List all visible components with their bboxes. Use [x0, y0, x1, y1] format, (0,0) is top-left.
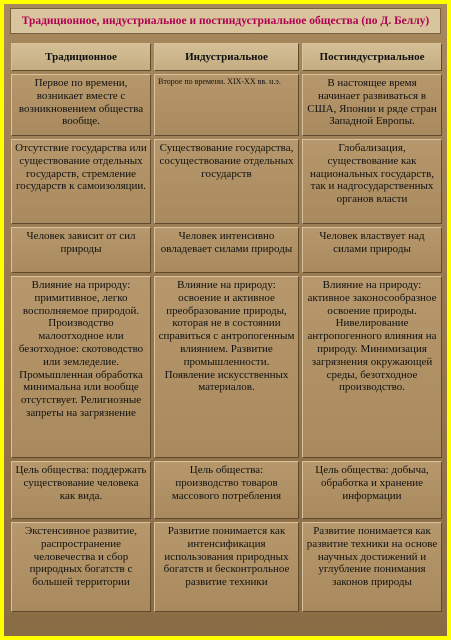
table-cell: Человек властвует над силами природы — [302, 227, 442, 273]
table-cell: Цель общества: производство товаров массового потребления — [154, 461, 299, 519]
table-row — [11, 74, 442, 136]
table-cell: Развитие понимается как развитие техники на основе научных достижений и углубление понимания законов природы — [302, 522, 442, 612]
page-title: Традиционное, индустриальное и постиндустриальное общества (по Д. Беллу) — [10, 8, 441, 34]
comparison-table — [8, 40, 445, 615]
table-row — [11, 522, 442, 612]
table-cell: Человек интенсивно овладевает силами природы — [154, 227, 299, 273]
table-cell: Существование государства, сосуществование отдельных государств — [154, 139, 299, 224]
table-cell: Экстенсивное развитие, распространение человечества и сбор природных богатств с большей территории — [11, 522, 151, 612]
table-cell: Второе по времени. XIX-XX вв. н.э. — [154, 74, 299, 136]
table-cell: Влияние на природу: освоение и активное преобразование природы, которая не в состоянии справиться с антропогенным влиянием. Развитие промышленности. Появление искусственных материалов. — [154, 276, 299, 458]
table-cell: Цель общества: добыча, обработка и хранение информации — [302, 461, 442, 519]
table-row — [11, 139, 442, 224]
table-cell: Влияние на природу: активное законосообразное освоение природы. Нивелирование антропогенного влияния на природу. Минимизация загрязнения окружающей среды, безотходное производство. — [302, 276, 442, 458]
table-row — [11, 461, 442, 519]
table-header-row — [11, 43, 442, 71]
header-traditional: Традиционное — [11, 43, 151, 71]
table-row — [11, 276, 442, 458]
table-cell: Человек зависит от сил природы — [11, 227, 151, 273]
table-cell: В настоящее время начинает развиваться в США, Японии и ряде стран Западной Европы. — [302, 74, 442, 136]
table-cell: Влияние на природу: примитивное, легко восполняемое природой. Производство малоотходное или безотходное: скотоводство или земледелие. Промышленная обработка минимальна или вообще отсутствует. Религиозные запреты на загрязнение — [11, 276, 151, 458]
table-row — [11, 227, 442, 273]
header-postindustrial: Постиндустриальное — [302, 43, 442, 71]
table-cell: Отсутствие государства или существование отдельных государств, стремление государств к самоизоляции. — [11, 139, 151, 224]
table-cell: Цель общества: поддержать существование человека как вида. — [11, 461, 151, 519]
table-cell: Глобализация, существование как национальных государств, так и надгосударственных органов власти — [302, 139, 442, 224]
table-cell: Первое по времени, возникает вместе с возникновением общества вообще. — [11, 74, 151, 136]
header-industrial: Индустриальное — [154, 43, 299, 71]
table-cell: Развитие понимается как интенсификация использования природных богатств и бесконтрольное развитие техники — [154, 522, 299, 612]
